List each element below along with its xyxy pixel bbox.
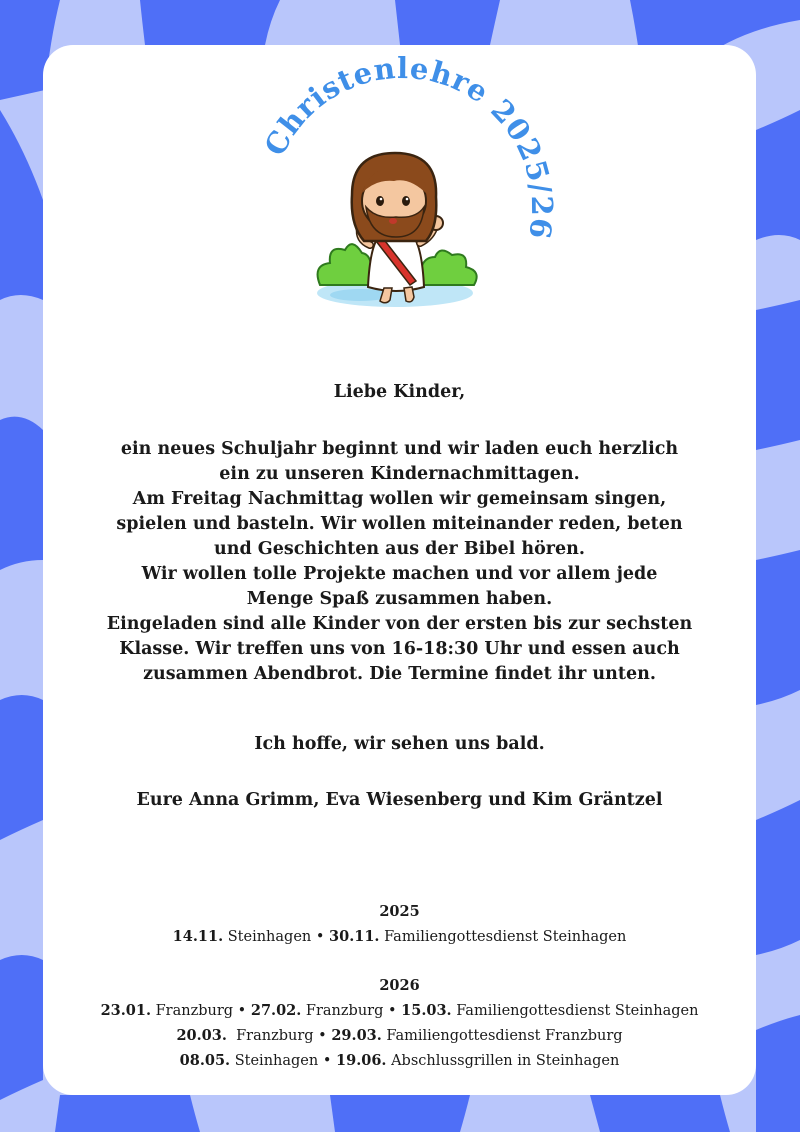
letter-line: Wir wollen tolle Projekte machen und vor allem jede xyxy=(141,564,658,584)
schedule-separator: • xyxy=(313,1028,332,1044)
letter-line: Eingeladen sind alle Kinder von der ersten bis zur sechsten xyxy=(106,614,693,634)
schedule-event: Franzburg xyxy=(301,1003,384,1019)
schedule-separator: • xyxy=(311,929,330,945)
letter-signature: Eure Anna Grimm, Eva Wiesenberg und Kim Gräntzel xyxy=(136,790,663,810)
schedule-event: Franzburg xyxy=(151,1003,234,1019)
jesus-illustration-icon xyxy=(300,145,490,315)
schedule-date: 29.03. xyxy=(331,1027,382,1044)
schedule-separator: • xyxy=(318,1053,337,1069)
svg-text:Christenlehre 2025/26: Christenlehre 2025/26 xyxy=(257,50,560,242)
schedule-event: Familiengottesdienst Steinhagen xyxy=(451,1003,699,1019)
schedule-date: 30.11. xyxy=(329,928,380,945)
schedule-separator: • xyxy=(233,1003,251,1019)
letter-greeting: Liebe Kinder, xyxy=(333,382,466,402)
schedule-2026 xyxy=(43,973,756,1073)
schedule-date: 27.02. xyxy=(250,1002,302,1019)
schedule-row xyxy=(43,998,756,1023)
schedule-date: 08.05. xyxy=(179,1052,231,1069)
schedule-2025 xyxy=(43,899,756,949)
letter-closing: Ich hoffe, wir sehen uns bald. xyxy=(254,734,545,754)
letter-line: Am Freitag Nachmittag wollen wir gemeinsam singen, xyxy=(132,489,667,509)
letter-line: spielen und basteln. Wir wollen miteinander reden, beten xyxy=(116,514,683,534)
schedule-year-label: 2026 xyxy=(379,977,420,994)
schedule-event: Steinhagen xyxy=(230,1053,319,1069)
letter-line: Menge Spaß zusammen haben. xyxy=(246,589,553,609)
schedule-row xyxy=(43,1023,756,1048)
schedule-event: Franzburg xyxy=(226,1028,314,1044)
schedule-event: Abschlussgrillen in Steinhagen xyxy=(386,1053,620,1069)
letter-line: ein neues Schuljahr beginnt und wir laden euch herzlich xyxy=(120,439,679,459)
letter-line: Klasse. Wir treffen uns von 16-18:30 Uhr und essen auch xyxy=(119,639,680,659)
schedule-date: 15.03. xyxy=(401,1002,452,1019)
letter-line: ein zu unseren Kindernachmittagen. xyxy=(219,464,580,484)
schedule-year-label: 2025 xyxy=(379,903,420,920)
schedule-row xyxy=(43,1048,756,1073)
schedule-date: 20.03. xyxy=(176,1027,227,1044)
letter-line: zusammen Abendbrot. Die Termine findet ihr unten. xyxy=(143,664,656,684)
letter-body xyxy=(43,437,756,687)
schedule-date: 23.01. xyxy=(100,1002,152,1019)
letter-line: und Geschichten aus der Bibel hören. xyxy=(214,539,585,559)
schedule-separator: • xyxy=(383,1003,402,1019)
schedule-date: 14.11. xyxy=(172,928,224,945)
schedule-event: Familiengottesdienst Steinhagen xyxy=(379,929,627,945)
schedule-event: Familiengottesdienst Franzburg xyxy=(381,1028,623,1044)
schedule-event: Steinhagen xyxy=(223,929,312,945)
schedule-date: 19.06. xyxy=(336,1052,387,1069)
schedule-row xyxy=(43,924,756,949)
